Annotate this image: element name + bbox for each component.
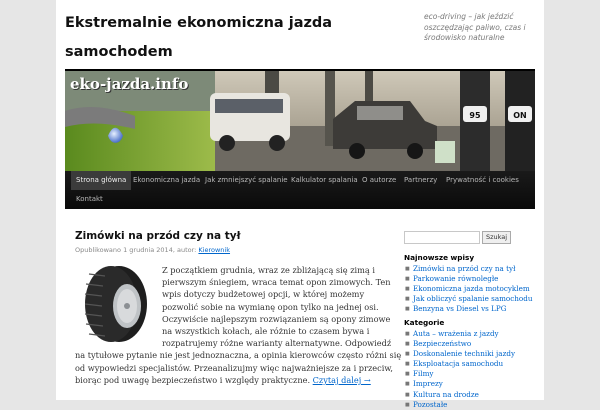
recent-post-link[interactable]: ■ Jak obliczyć spalanie samochodu: [404, 294, 532, 304]
excerpt-line: rozpatrujemy różne warianty alternatywne. Odpowiedź: [162, 338, 392, 349]
excerpt-line: pozwolić sobie na wymianę opon tylko na jednej osi.: [162, 301, 379, 312]
recent-post-link[interactable]: ■ Parkowanie równoległe: [404, 274, 532, 284]
nav-item-ekonomiczna-jazda[interactable]: Ekonomiczna jazda: [133, 176, 201, 184]
svg-text:ON: ON: [513, 111, 527, 120]
nav-item-prywatnosc-i-cookies[interactable]: Prywatność i cookies: [446, 176, 519, 184]
category-link[interactable]: ■ Eksploatacja samochodu: [404, 359, 515, 369]
tire-thumbnail-image[interactable]: [75, 264, 153, 344]
search-button[interactable]: Szukaj: [482, 231, 511, 244]
excerpt-line: na tytułowe pytanie nie jest jednoznaczna, a opinia kierowców często różni się: [75, 350, 402, 361]
excerpt-line: wpis dotyczy budżetowej opcji, w której możemy: [162, 289, 365, 300]
svg-text:95: 95: [469, 111, 481, 120]
category-link[interactable]: ■ Pozostałe: [404, 400, 515, 410]
search-input[interactable]: [404, 231, 480, 244]
header-banner[interactable]: [65, 69, 535, 171]
excerpt-line: na wszystkich kołach, ale różnie to czasem bywa i: [162, 326, 370, 337]
header-logo-text: eko-jazda.info: [70, 75, 189, 93]
excerpt-line: pierwszym śniegiem, wraca temat opon zimowych. Ten: [162, 277, 391, 288]
categories-title: Kategorie: [404, 318, 445, 327]
read-more-link[interactable]: Czytaj dalej →: [312, 374, 371, 385]
category-link[interactable]: ■ Auta – wrażenia z jazdy: [404, 329, 515, 339]
post-meta: [75, 245, 375, 255]
recent-post-link[interactable]: ■ Benzyna vs Diesel vs LPG: [404, 304, 532, 314]
main-content: [75, 229, 402, 386]
excerpt-last-text: biorąc pod uwagę bezpieczeństwo i względy praktyczne.: [75, 374, 311, 385]
post-title[interactable]: Zimówki na przód czy na tył: [75, 230, 241, 242]
post-summary: [75, 264, 402, 386]
categories-list: [404, 329, 515, 410]
excerpt-line: Z początkiem grudnia, wraz ze zbliżającą się zimą i: [162, 265, 375, 275]
recent-post-link[interactable]: ■ Zimówki na przód czy na tył: [404, 264, 532, 274]
main-navigation: [65, 171, 535, 209]
nav-item-strona-glowna[interactable]: Strona główna: [71, 171, 131, 190]
nav-item-kontakt[interactable]: Kontakt: [76, 195, 103, 203]
excerpt-line-last: [75, 374, 375, 386]
nav-item-partnerzy[interactable]: Partnerzy: [404, 176, 438, 184]
page: [56, 0, 544, 409]
excerpt-line: od wypowiedzi specjalistów. Przeanalizujmy więc najważniejsze za i przeciw,: [75, 362, 393, 373]
category-link[interactable]: ■ Filmy: [404, 369, 515, 379]
category-link[interactable]: ■ Bezpieczeństwo: [404, 339, 515, 349]
recent-post-link[interactable]: ■ Ekonomiczna jazda motocyklem: [404, 284, 532, 294]
recent-posts-list: [404, 264, 532, 314]
category-link[interactable]: ■ Imprezy: [404, 379, 515, 389]
post-meta-date: Opublikowano 1 grudnia 2014, autor:: [75, 246, 197, 254]
category-link[interactable]: ■ Kultura na drodze: [404, 390, 515, 400]
nav-item-o-autorze[interactable]: O autorze: [362, 176, 397, 184]
recent-posts-title: Najnowsze wpisy: [404, 253, 475, 262]
site-title[interactable]: Ekstremalnie ekonomiczna jazda samochodem: [65, 15, 333, 60]
post-author-link[interactable]: Kierownik: [198, 246, 231, 254]
nav-item-kalkulator-spalania[interactable]: Kalkulator spalania: [291, 176, 358, 184]
nav-item-jak-zmniejszyc-spalanie[interactable]: Jak zmniejszyć spalanie: [205, 176, 288, 184]
excerpt-line: Oczywiście najlepszym rozwiązaniem są opony zimowe: [162, 313, 391, 324]
category-link[interactable]: ■ Doskonalenie techniki jazdy: [404, 349, 515, 359]
site-description: eco-driving – jak jeździć oszczędzając paliwo, czas i środowisko naturalne: [424, 12, 526, 43]
